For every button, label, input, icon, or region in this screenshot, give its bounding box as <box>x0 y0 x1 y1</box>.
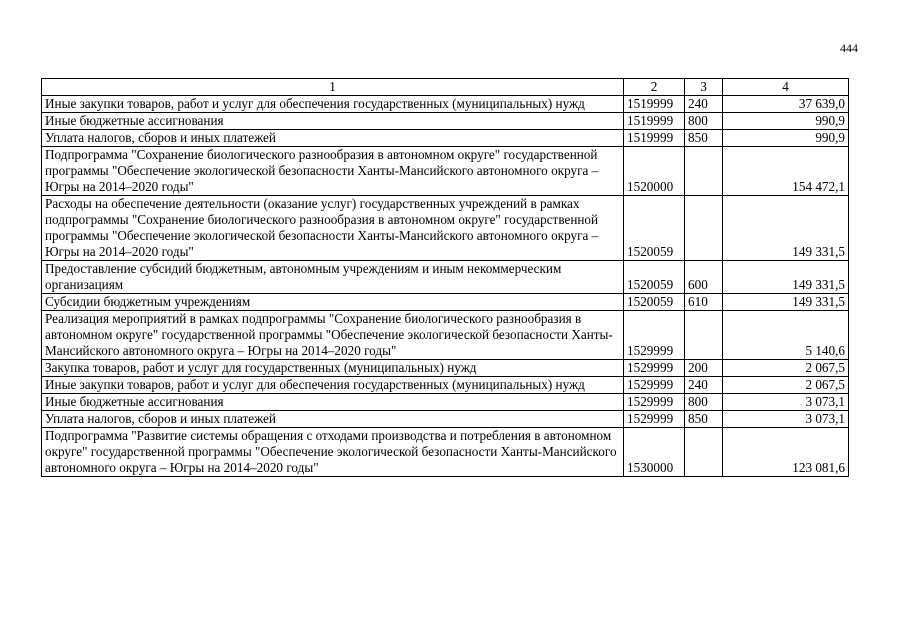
header-cell-type: 3 <box>685 79 723 96</box>
table-row <box>42 394 849 411</box>
table-row <box>42 113 849 130</box>
row-sum: 154 472,1 <box>723 147 849 196</box>
row-sum: 37 639,0 <box>723 96 849 113</box>
row-code: 1529999 <box>624 377 685 394</box>
row-code: 1529999 <box>624 411 685 428</box>
row-name: Иные закупки товаров, работ и услуг для обеспечения государственных (муниципальных) нужд <box>42 377 624 394</box>
row-name: Иные бюджетные ассигнования <box>42 113 624 130</box>
row-name: Предоставление субсидий бюджетным, автономным учреждениям и иным некоммерческим организациям <box>42 261 624 294</box>
row-name: Реализация мероприятий в рамках подпрограммы "Сохранение биологического разнообразия в автономном округе" государственной программы "Обеспечение экологической безопасности Ханты-Мансийского автономного округа – Югры на 2014–2020 годы" <box>42 311 624 360</box>
row-type: 800 <box>685 394 723 411</box>
row-name: Закупка товаров, работ и услуг для государственных (муниципальных) нужд <box>42 360 624 377</box>
row-sum: 5 140,6 <box>723 311 849 360</box>
row-name: Подпрограмма "Развитие системы обращения с отходами производства и потребления в автономном округе" государственной программы "Обеспечение экологической безопасности Ханты-Мансийского автономного округа – Югры на 2014–2020 годы" <box>42 428 624 477</box>
table-row <box>42 411 849 428</box>
table-row <box>42 360 849 377</box>
table-row <box>42 96 849 113</box>
row-code: 1530000 <box>624 428 685 477</box>
row-sum: 149 331,5 <box>723 196 849 261</box>
row-code: 1519999 <box>624 130 685 147</box>
row-name: Расходы на обеспечение деятельности (оказание услуг) государственных учреждений в рамках подпрограммы "Сохранение биологического разнообразия в автономном округе" государственной программы "Обеспечение экологической безопасности Ханты-Мансийского автономного округа – Югры на 2014–2020 годы" <box>42 196 624 261</box>
row-name: Субсидии бюджетным учреждениям <box>42 294 624 311</box>
row-name: Иные закупки товаров, работ и услуг для обеспечения государственных (муниципальных) нужд <box>42 96 624 113</box>
row-type: 600 <box>685 261 723 294</box>
table-row <box>42 130 849 147</box>
row-type: 240 <box>685 96 723 113</box>
row-name: Уплата налогов, сборов и иных платежей <box>42 130 624 147</box>
row-type <box>685 196 723 261</box>
header-cell-code: 2 <box>624 79 685 96</box>
table-row <box>42 294 849 311</box>
header-cell-name: 1 <box>42 79 624 96</box>
row-type: 240 <box>685 377 723 394</box>
row-sum: 990,9 <box>723 113 849 130</box>
row-type <box>685 428 723 477</box>
row-sum: 2 067,5 <box>723 377 849 394</box>
row-sum: 990,9 <box>723 130 849 147</box>
row-code: 1520059 <box>624 261 685 294</box>
row-sum: 3 073,1 <box>723 394 849 411</box>
row-code: 1529999 <box>624 394 685 411</box>
row-sum: 2 067,5 <box>723 360 849 377</box>
row-type: 200 <box>685 360 723 377</box>
row-type: 610 <box>685 294 723 311</box>
row-code: 1519999 <box>624 96 685 113</box>
row-type <box>685 311 723 360</box>
row-name: Иные бюджетные ассигнования <box>42 394 624 411</box>
row-type: 850 <box>685 130 723 147</box>
row-sum: 149 331,5 <box>723 294 849 311</box>
table-row <box>42 428 849 477</box>
budget-table <box>41 78 849 477</box>
header-row <box>42 79 849 96</box>
row-code: 1519999 <box>624 113 685 130</box>
table-row <box>42 147 849 196</box>
row-sum: 123 081,6 <box>723 428 849 477</box>
table-row <box>42 311 849 360</box>
row-code: 1520000 <box>624 147 685 196</box>
row-type: 800 <box>685 113 723 130</box>
row-code: 1529999 <box>624 360 685 377</box>
row-code: 1520059 <box>624 196 685 261</box>
row-sum: 3 073,1 <box>723 411 849 428</box>
row-code: 1520059 <box>624 294 685 311</box>
page-number: 444 <box>840 41 858 55</box>
table-row <box>42 196 849 261</box>
table-header <box>42 79 849 96</box>
row-name: Уплата налогов, сборов и иных платежей <box>42 411 624 428</box>
row-type: 850 <box>685 411 723 428</box>
row-code: 1529999 <box>624 311 685 360</box>
table-body <box>42 96 849 477</box>
row-sum: 149 331,5 <box>723 261 849 294</box>
row-type <box>685 147 723 196</box>
row-name: Подпрограмма "Сохранение биологического разнообразия в автономном округе" государственной программы "Обеспечение экологической безопасности Ханты-Мансийского автономного округа – Югры на 2014–2020 годы" <box>42 147 624 196</box>
table-row <box>42 377 849 394</box>
table-row <box>42 261 849 294</box>
header-cell-sum: 4 <box>723 79 849 96</box>
